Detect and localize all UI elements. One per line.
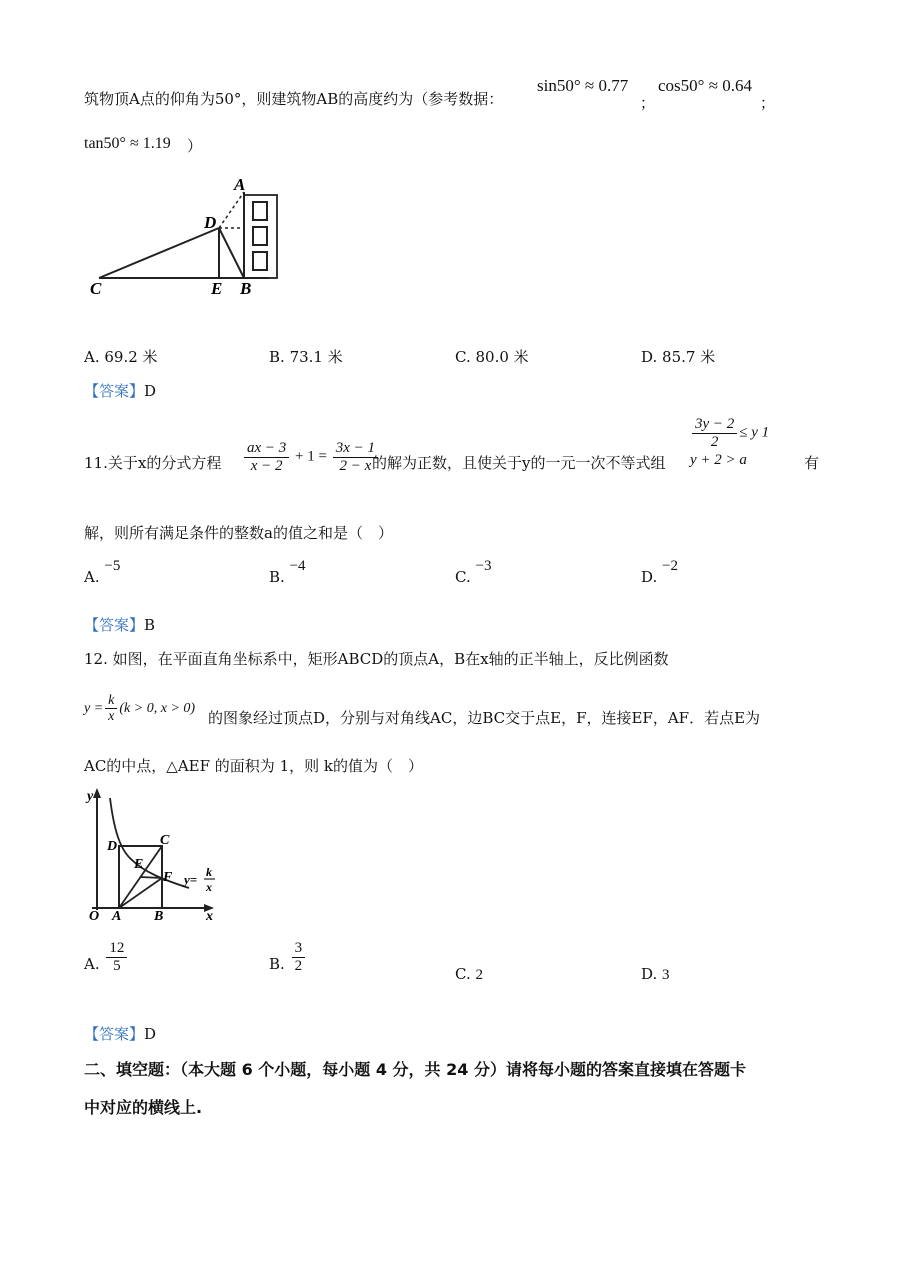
q10-close-paren: ）: [187, 137, 203, 155]
q11-stem-line2: 解，则所有满足条件的整数a的值之和是（ ）: [84, 524, 393, 542]
q12-curve-label-den: x: [206, 880, 212, 894]
q12-stem-line2: 的图象经过顶点D，分别与对角线AC，边BC交于点E，F，连接EF，AF．若点E为: [208, 709, 761, 727]
q12-coordinate-figure: [84, 780, 224, 925]
q10-option-c: C. 80.0 米: [455, 348, 529, 366]
q11-stem-part2: 的解为正数，且使关于y的一元一次不等式组: [372, 454, 666, 472]
q12-stem-line1: 12. 如图，在平面直角坐标系中，矩形ABCD的顶点A，B在x轴的正半轴上，反比例函数: [84, 650, 669, 668]
q10-cos-ref: cos50° ≈ 0.64: [658, 76, 753, 95]
q11-option-d: D. −2: [641, 558, 679, 586]
q10-label-b: B: [240, 279, 252, 298]
q12-option-b: B. $\frac{3}{2}$: [269, 940, 307, 974]
q12-curve-label: y=: [184, 872, 198, 887]
q11-inequality-system: $\frac{3y - 2}{2}$ ≤ y 1 y + 2 > a: [690, 416, 770, 468]
q12-label-y: y: [87, 789, 94, 804]
section2-heading-line2: 中对应的横线上.: [84, 1098, 203, 1117]
q10-label-d: D: [204, 213, 217, 232]
q12-option-d: D. 3: [641, 965, 670, 983]
answer-tag: 【答案】: [84, 616, 145, 634]
q12-label-f: F: [163, 870, 173, 885]
q12-label-e: E: [134, 857, 144, 872]
q12-curve-label-num: k: [206, 865, 212, 879]
q11-stem-part1: 11.关于x的分式方程: [84, 454, 222, 472]
q12-option-c: C. 2: [455, 965, 483, 983]
q10-option-d: D. 85.7 米: [641, 348, 716, 366]
q12-label-d: D: [107, 839, 118, 854]
q10-option-b: B. 73.1 米: [269, 348, 343, 366]
q10-label-a: A: [234, 175, 246, 194]
q10-answer: 【答案】D: [84, 382, 157, 400]
q10-label-e: E: [211, 279, 223, 298]
q10-tan-ref: tan50° ≈ 1.19: [84, 135, 171, 152]
section2-heading-line1: 二、填空题：（本大题 6 个小题，每小题 4 分，共 24 分）请将每小题的答案直接填在答题卡: [84, 1060, 746, 1079]
q10-building-figure: [84, 170, 304, 325]
q12-function: y = $\frac{k}{x}$ (k > 0, x > 0): [84, 693, 196, 725]
q10-sin-ref: sin50° ≈ 0.77: [537, 76, 629, 95]
answer-tag: 【答案】: [84, 382, 145, 400]
q12-label-c: C: [160, 833, 170, 848]
q12-label-a: A: [112, 909, 122, 924]
q10-sep2: ；: [760, 94, 776, 112]
q11-option-a: A. −5: [84, 558, 121, 586]
q12-stem-line3: AC的中点，△AEF 的面积为 1，则 k的值为（ ）: [84, 757, 423, 775]
q11-equation: $\frac{ax - 3}{x - 2}$ + 1 = $\frac{3x - 1}{2 - x}$: [242, 440, 380, 474]
q10-label-c: C: [90, 279, 102, 298]
q10-option-a: A. 69.2 米: [84, 348, 158, 366]
q11-stem-part3: 有: [804, 454, 820, 472]
q11-option-b: B. −4: [269, 558, 306, 586]
q12-option-a: A. $\frac{12}{5}$: [84, 940, 129, 974]
q12-label-b: B: [154, 909, 164, 924]
q10-sep1: ；: [640, 94, 656, 112]
answer-tag: 【答案】: [84, 1025, 145, 1043]
q12-label-x: x: [206, 909, 213, 924]
q12-label-o: O: [89, 909, 100, 924]
q10-stem-line1: 筑物顶A点的仰角为50°，则建筑物AB的高度约为（参考数据：: [84, 90, 504, 108]
q11-option-c: C. −3: [455, 558, 492, 586]
q11-answer: 【答案】B: [84, 616, 156, 634]
q12-answer: 【答案】D: [84, 1025, 157, 1043]
